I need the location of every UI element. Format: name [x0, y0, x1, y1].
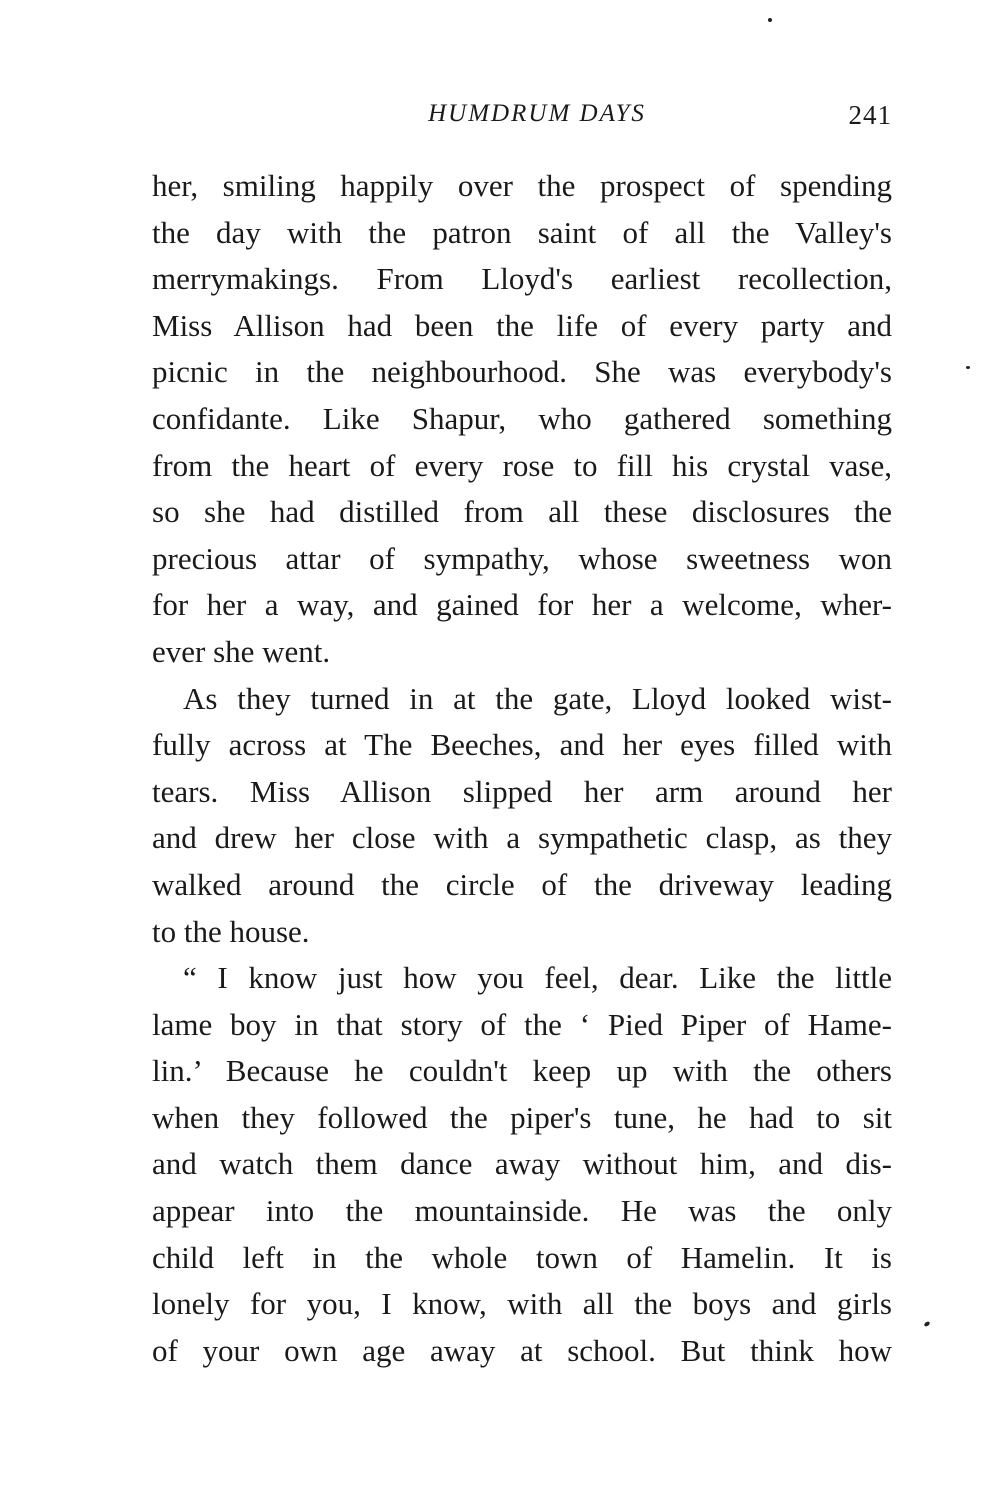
paragraph [152, 676, 892, 956]
paragraph [152, 955, 892, 1374]
text-line: tears. Miss Allison slipped her arm around her [152, 773, 892, 809]
scan-speck [966, 366, 970, 369]
text-line: so she had distilled from all these disclosures the [152, 494, 892, 530]
text-line: and drew her close with a sympathetic clasp, as they [152, 820, 892, 856]
text-line: when they followed the piper's tune, he had to sit [152, 1099, 892, 1135]
page-number: 241 [848, 100, 892, 130]
text-line: child left in the whole town of Hamelin. It is [152, 1239, 892, 1275]
text-line: to the house. [152, 913, 310, 949]
running-title: HUMDRUM DAYS [428, 100, 646, 127]
text-line: lin.’ Because he couldn't keep up with the others [152, 1053, 892, 1089]
text-line: As they turned in at the gate, Lloyd looked wist- [183, 680, 892, 716]
text-line: precious attar of sympathy, whose sweetness won [152, 540, 892, 576]
running-head [152, 100, 892, 140]
text-line: and watch them dance away without him, and dis- [152, 1146, 892, 1182]
scan-speck [923, 1321, 930, 1328]
text-line: from the heart of every rose to fill his crystal vase, [152, 447, 892, 483]
text-line: confidante. Like Shapur, who gathered something [152, 400, 892, 436]
body-text [152, 163, 892, 1374]
text-line: ever she went. [152, 633, 331, 669]
paragraph [152, 163, 892, 676]
text-line: for her a way, and gained for her a welcome, wher- [152, 587, 892, 623]
text-line: merrymakings. From Lloyd's earliest recollection, [152, 261, 892, 297]
text-line: walked around the circle of the driveway leading [152, 866, 892, 902]
text-line: her, smiling happily over the prospect of spending [152, 168, 892, 203]
text-line: picnic in the neighbourhood. She was everybody's [152, 354, 892, 390]
text-line: Miss Allison had been the life of every party and [152, 307, 892, 343]
text-line: fully across at The Beeches, and her eyes filled with [152, 727, 892, 763]
text-line: “ I know just how you feel, dear. Like the little [183, 960, 892, 996]
text-line: the day with the patron saint of all the Valley's [152, 214, 892, 250]
text-line: of your own age away at school. But think how [152, 1332, 892, 1368]
scan-speck [768, 18, 772, 22]
text-line: lonely for you, I know, with all the boys and girls [152, 1286, 892, 1322]
text-line: lame boy in that story of the ‘ Pied Piper of Hame- [152, 1006, 892, 1042]
text-line: appear into the mountainside. He was the only [152, 1193, 892, 1229]
